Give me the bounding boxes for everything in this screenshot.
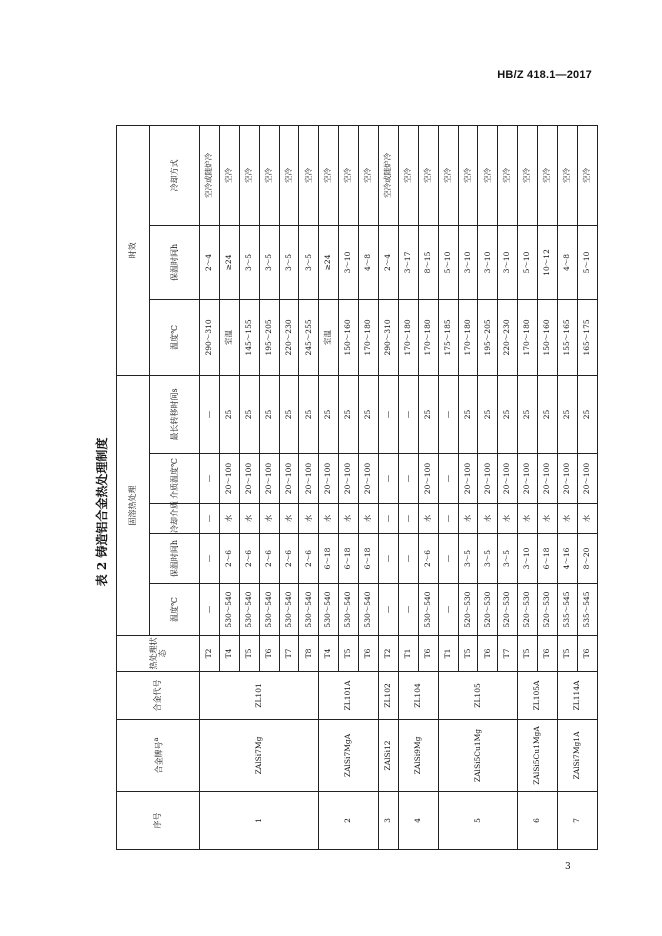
table-caption: 表 2 铸造铝合金热处理制度 bbox=[95, 437, 109, 587]
cell-temper: T6 bbox=[418, 636, 438, 672]
cell-code: ZL101A bbox=[319, 672, 379, 720]
cell-transfer-time: — bbox=[200, 375, 220, 453]
cell-solution-temp: 520～530 bbox=[538, 584, 558, 636]
cell-aging-temp: 290～310 bbox=[379, 299, 399, 375]
cell-cooling: 空冷 bbox=[518, 125, 538, 225]
cell-solution-temp: 535～545 bbox=[577, 584, 597, 636]
cell-quench-medium: 水 bbox=[219, 504, 239, 534]
cell-aging-hold: 3～10 bbox=[498, 225, 518, 299]
header-grade: 合金牌号$^a$ bbox=[117, 720, 200, 792]
cell-transfer-time: 25 bbox=[518, 375, 538, 453]
cell-quench-medium: 水 bbox=[518, 504, 538, 534]
cell-solution-hold: 6～18 bbox=[339, 534, 359, 584]
cell-aging-hold: 4～8 bbox=[359, 225, 379, 299]
cell-temper: T4 bbox=[219, 636, 239, 672]
cell-grade: ZAlSi9Mg bbox=[398, 720, 438, 792]
cell-transfer-time: — bbox=[398, 375, 418, 453]
cell-aging-temp: 195～205 bbox=[478, 299, 498, 375]
cell-temper: T6 bbox=[538, 636, 558, 672]
cell-aging-temp: 290～310 bbox=[200, 299, 220, 375]
cell-medium-temp: — bbox=[379, 454, 399, 504]
cell-aging-hold: 4～8 bbox=[558, 225, 578, 299]
cell-medium-temp: — bbox=[398, 454, 418, 504]
cell-code: ZL101 bbox=[200, 672, 319, 720]
cell-aging-hold: 3～5 bbox=[259, 225, 279, 299]
header-solution: 固溶热处理 bbox=[117, 375, 150, 635]
cell-medium-temp: — bbox=[200, 454, 220, 504]
cell-solution-temp: 520～530 bbox=[478, 584, 498, 636]
cell-quench-medium: — bbox=[398, 504, 418, 534]
cell-quench-medium: — bbox=[200, 504, 220, 534]
cell-transfer-time: 25 bbox=[319, 375, 339, 453]
cell-solution-hold: 8～20 bbox=[577, 534, 597, 584]
header-aging: 时效 bbox=[117, 125, 150, 375]
page-number: 3 bbox=[565, 862, 571, 872]
cell-cooling: 空冷 bbox=[538, 125, 558, 225]
cell-aging-temp: 245～255 bbox=[299, 299, 319, 375]
table-row bbox=[319, 125, 339, 849]
cell-medium-temp: 20～100 bbox=[239, 454, 259, 504]
cell-quench-medium: 水 bbox=[299, 504, 319, 534]
cell-transfer-time: 25 bbox=[299, 375, 319, 453]
cell-code: ZL102 bbox=[379, 672, 399, 720]
cell-cooling: 空冷 bbox=[279, 125, 299, 225]
cell-cooling: 空冷 bbox=[259, 125, 279, 225]
cell-solution-hold: — bbox=[438, 534, 458, 584]
header-cooling: 冷却方式 bbox=[150, 125, 200, 225]
cell-transfer-time: 25 bbox=[498, 375, 518, 453]
cell-cooling: 空冷 bbox=[498, 125, 518, 225]
cell-seq: 5 bbox=[438, 792, 518, 850]
standard-code: HB/Z 418.1—2017 bbox=[497, 69, 592, 81]
cell-aging-hold: 3～5 bbox=[299, 225, 319, 299]
cell-medium-temp: — bbox=[438, 454, 458, 504]
cell-grade: ZAlSi7Mg bbox=[200, 720, 319, 792]
cell-medium-temp: 20～100 bbox=[558, 454, 578, 504]
header-quench-medium: 冷却介质 bbox=[150, 504, 200, 534]
cell-aging-temp: 170～180 bbox=[359, 299, 379, 375]
cell-solution-hold: 6～18 bbox=[538, 534, 558, 584]
cell-medium-temp: 20～100 bbox=[478, 454, 498, 504]
cell-medium-temp: 20～100 bbox=[458, 454, 478, 504]
cell-medium-temp: 20～100 bbox=[518, 454, 538, 504]
cell-solution-temp: 530～540 bbox=[319, 584, 339, 636]
cell-solution-hold: 6～18 bbox=[359, 534, 379, 584]
cell-aging-hold: 5～10 bbox=[518, 225, 538, 299]
cell-quench-medium: 水 bbox=[498, 504, 518, 534]
cell-aging-hold: 3～10 bbox=[478, 225, 498, 299]
cell-aging-temp: 145～155 bbox=[239, 299, 259, 375]
cell-aging-temp: 155～165 bbox=[558, 299, 578, 375]
cell-quench-medium: 水 bbox=[577, 504, 597, 534]
header-temper: 热处理状态 bbox=[117, 636, 200, 672]
header-seq: 序号 bbox=[117, 792, 200, 850]
cell-quench-medium: 水 bbox=[279, 504, 299, 534]
cell-code: ZL105A bbox=[518, 672, 558, 720]
header-solution-hold: 保温时间h bbox=[150, 534, 200, 584]
cell-solution-hold: 6～18 bbox=[319, 534, 339, 584]
cell-transfer-time: — bbox=[379, 375, 399, 453]
cell-solution-temp: 530～540 bbox=[359, 584, 379, 636]
cell-solution-temp: 530～540 bbox=[339, 584, 359, 636]
cell-quench-medium: — bbox=[438, 504, 458, 534]
cell-solution-temp: 530～540 bbox=[239, 584, 259, 636]
cell-aging-hold: ≥24 bbox=[319, 225, 339, 299]
cell-temper: T6 bbox=[359, 636, 379, 672]
cell-medium-temp: 20～100 bbox=[339, 454, 359, 504]
cell-quench-medium: 水 bbox=[478, 504, 498, 534]
cell-cooling: 空冷 bbox=[478, 125, 498, 225]
cell-seq: 1 bbox=[200, 792, 319, 850]
cell-aging-temp: 170～180 bbox=[458, 299, 478, 375]
cell-seq: 2 bbox=[319, 792, 379, 850]
cell-transfer-time: 25 bbox=[478, 375, 498, 453]
cell-aging-temp: 165～175 bbox=[577, 299, 597, 375]
cell-grade: ZAlSi7Mg1A bbox=[558, 720, 598, 792]
cell-transfer-time: 25 bbox=[219, 375, 239, 453]
table-row bbox=[200, 125, 220, 849]
cell-solution-hold: — bbox=[200, 534, 220, 584]
cell-solution-hold: 2～6 bbox=[259, 534, 279, 584]
cell-aging-hold: 3～10 bbox=[458, 225, 478, 299]
cell-aging-temp: 195～205 bbox=[259, 299, 279, 375]
header-solution-temp: 温度℃ bbox=[150, 584, 200, 636]
cell-solution-hold: — bbox=[398, 534, 418, 584]
cell-solution-temp: 530～540 bbox=[418, 584, 438, 636]
cell-solution-temp: 530～540 bbox=[259, 584, 279, 636]
cell-seq: 6 bbox=[518, 792, 558, 850]
cell-transfer-time: 25 bbox=[279, 375, 299, 453]
cell-cooling: 空冷或随炉冷 bbox=[200, 125, 220, 225]
cell-solution-hold: 3～5 bbox=[478, 534, 498, 584]
cell-solution-temp: — bbox=[200, 584, 220, 636]
cell-transfer-time: 25 bbox=[259, 375, 279, 453]
cell-solution-hold: 3～5 bbox=[498, 534, 518, 584]
cell-solution-temp: 530～540 bbox=[279, 584, 299, 636]
cell-aging-temp: 150～160 bbox=[339, 299, 359, 375]
cell-quench-medium: 水 bbox=[538, 504, 558, 534]
cell-aging-temp: 室温 bbox=[219, 299, 239, 375]
cell-aging-hold: 3～5 bbox=[279, 225, 299, 299]
cell-temper: T5 bbox=[558, 636, 578, 672]
cell-cooling: 空冷或随炉冷 bbox=[379, 125, 399, 225]
cell-cooling: 空冷 bbox=[438, 125, 458, 225]
table-container bbox=[116, 126, 592, 850]
cell-aging-hold: 2～4 bbox=[200, 225, 220, 299]
cell-quench-medium: 水 bbox=[259, 504, 279, 534]
cell-seq: 3 bbox=[379, 792, 399, 850]
cell-cooling: 空冷 bbox=[418, 125, 438, 225]
cell-temper: T6 bbox=[577, 636, 597, 672]
cell-grade: ZAlSi5Cu1Mg bbox=[438, 720, 518, 792]
cell-transfer-time: 25 bbox=[239, 375, 259, 453]
cell-aging-temp: 170～180 bbox=[398, 299, 418, 375]
cell-medium-temp: 20～100 bbox=[359, 454, 379, 504]
cell-solution-hold: — bbox=[379, 534, 399, 584]
cell-aging-hold: 5～10 bbox=[438, 225, 458, 299]
cell-medium-temp: 20～100 bbox=[219, 454, 239, 504]
cell-quench-medium: 水 bbox=[418, 504, 438, 534]
cell-aging-hold: 8～15 bbox=[418, 225, 438, 299]
cell-temper: T6 bbox=[478, 636, 498, 672]
cell-quench-medium: 水 bbox=[239, 504, 259, 534]
header-code: 合金代号 bbox=[117, 672, 200, 720]
cell-solution-hold: 3～5 bbox=[458, 534, 478, 584]
table-row bbox=[518, 125, 538, 849]
cell-temper: T6 bbox=[259, 636, 279, 672]
cell-aging-temp: 220～230 bbox=[498, 299, 518, 375]
cell-transfer-time: 25 bbox=[359, 375, 379, 453]
cell-medium-temp: 20～100 bbox=[319, 454, 339, 504]
cell-medium-temp: 20～100 bbox=[418, 454, 438, 504]
cell-solution-hold: 2～6 bbox=[239, 534, 259, 584]
cell-temper: T2 bbox=[200, 636, 220, 672]
cell-solution-temp: 530～540 bbox=[219, 584, 239, 636]
cell-temper: T8 bbox=[299, 636, 319, 672]
cell-temper: T5 bbox=[339, 636, 359, 672]
cell-aging-temp: 175～185 bbox=[438, 299, 458, 375]
cell-code: ZL104 bbox=[398, 672, 438, 720]
cell-solution-temp: 520～530 bbox=[518, 584, 538, 636]
cell-transfer-time: 25 bbox=[577, 375, 597, 453]
cell-cooling: 空冷 bbox=[577, 125, 597, 225]
cell-cooling: 空冷 bbox=[219, 125, 239, 225]
table-row bbox=[558, 125, 578, 849]
cell-medium-temp: 20～100 bbox=[259, 454, 279, 504]
cell-cooling: 空冷 bbox=[359, 125, 379, 225]
cell-aging-temp: 170～180 bbox=[418, 299, 438, 375]
cell-aging-hold: 10～12 bbox=[538, 225, 558, 299]
cell-solution-hold: 2～6 bbox=[219, 534, 239, 584]
header-medium-temp: 介质温度℃ bbox=[150, 454, 200, 504]
cell-solution-temp: 530～540 bbox=[299, 584, 319, 636]
cell-cooling: 空冷 bbox=[339, 125, 359, 225]
cell-solution-hold: 2～6 bbox=[279, 534, 299, 584]
table-row bbox=[438, 125, 458, 849]
cell-medium-temp: 20～100 bbox=[299, 454, 319, 504]
cell-transfer-time: 25 bbox=[418, 375, 438, 453]
cell-cooling: 空冷 bbox=[458, 125, 478, 225]
cell-aging-hold: 3～17 bbox=[398, 225, 418, 299]
cell-aging-temp: 室温 bbox=[319, 299, 339, 375]
cell-cooling: 空冷 bbox=[299, 125, 319, 225]
cell-aging-temp: 170～180 bbox=[518, 299, 538, 375]
cell-grade: ZAlSi7MgA bbox=[319, 720, 379, 792]
cell-medium-temp: 20～100 bbox=[279, 454, 299, 504]
cell-code: ZL114A bbox=[558, 672, 598, 720]
table-row bbox=[379, 125, 399, 849]
cell-solution-hold: 2～6 bbox=[418, 534, 438, 584]
header-aging-temp: 温度℃ bbox=[150, 299, 200, 375]
cell-temper: T7 bbox=[498, 636, 518, 672]
cell-aging-hold: 3～5 bbox=[239, 225, 259, 299]
cell-aging-temp: 220～230 bbox=[279, 299, 299, 375]
header-aging-hold: 保温时间h bbox=[150, 225, 200, 299]
cell-grade: ZAlSi5Cu1MgA bbox=[518, 720, 558, 792]
cell-aging-hold: 2～4 bbox=[379, 225, 399, 299]
cell-aging-temp: 150～160 bbox=[538, 299, 558, 375]
cell-seq: 7 bbox=[558, 792, 598, 850]
cell-temper: T5 bbox=[518, 636, 538, 672]
cell-transfer-time: — bbox=[438, 375, 458, 453]
cell-quench-medium: 水 bbox=[319, 504, 339, 534]
cell-medium-temp: 20～100 bbox=[577, 454, 597, 504]
cell-solution-temp: — bbox=[398, 584, 418, 636]
cell-solution-temp: 520～530 bbox=[498, 584, 518, 636]
cell-solution-hold: 3～10 bbox=[518, 534, 538, 584]
cell-solution-temp: 520～530 bbox=[458, 584, 478, 636]
cell-seq: 4 bbox=[398, 792, 438, 850]
cell-code: ZL105 bbox=[438, 672, 518, 720]
cell-quench-medium: 水 bbox=[458, 504, 478, 534]
cell-temper: T1 bbox=[398, 636, 418, 672]
cell-medium-temp: 20～100 bbox=[498, 454, 518, 504]
cell-grade: ZAlSi12 bbox=[379, 720, 399, 792]
cell-cooling: 空冷 bbox=[239, 125, 259, 225]
cell-temper: T5 bbox=[458, 636, 478, 672]
cell-aging-hold: ≥24 bbox=[219, 225, 239, 299]
cell-temper: T5 bbox=[239, 636, 259, 672]
cell-quench-medium: 水 bbox=[558, 504, 578, 534]
cell-solution-temp: — bbox=[379, 584, 399, 636]
cell-transfer-time: 25 bbox=[538, 375, 558, 453]
header-transfer-time: 最长转移时间s bbox=[150, 375, 200, 453]
cell-temper: T2 bbox=[379, 636, 399, 672]
cell-medium-temp: 20～100 bbox=[538, 454, 558, 504]
cell-solution-temp: 535～545 bbox=[558, 584, 578, 636]
cell-temper: T7 bbox=[279, 636, 299, 672]
cell-quench-medium: — bbox=[379, 504, 399, 534]
cell-solution-temp: — bbox=[438, 584, 458, 636]
cell-aging-hold: 3～10 bbox=[339, 225, 359, 299]
cell-solution-hold: 4～16 bbox=[558, 534, 578, 584]
cell-transfer-time: 25 bbox=[558, 375, 578, 453]
cell-transfer-time: 25 bbox=[458, 375, 478, 453]
cell-cooling: 空冷 bbox=[558, 125, 578, 225]
table-row bbox=[398, 125, 418, 849]
cell-quench-medium: 水 bbox=[359, 504, 379, 534]
cell-solution-hold: 2～6 bbox=[299, 534, 319, 584]
heat-treatment-table bbox=[116, 125, 598, 850]
cell-temper: T1 bbox=[438, 636, 458, 672]
cell-aging-hold: 5～10 bbox=[577, 225, 597, 299]
cell-temper: T4 bbox=[319, 636, 339, 672]
cell-cooling: 空冷 bbox=[398, 125, 418, 225]
cell-cooling: 空冷 bbox=[319, 125, 339, 225]
cell-quench-medium: 水 bbox=[339, 504, 359, 534]
cell-transfer-time: 25 bbox=[339, 375, 359, 453]
